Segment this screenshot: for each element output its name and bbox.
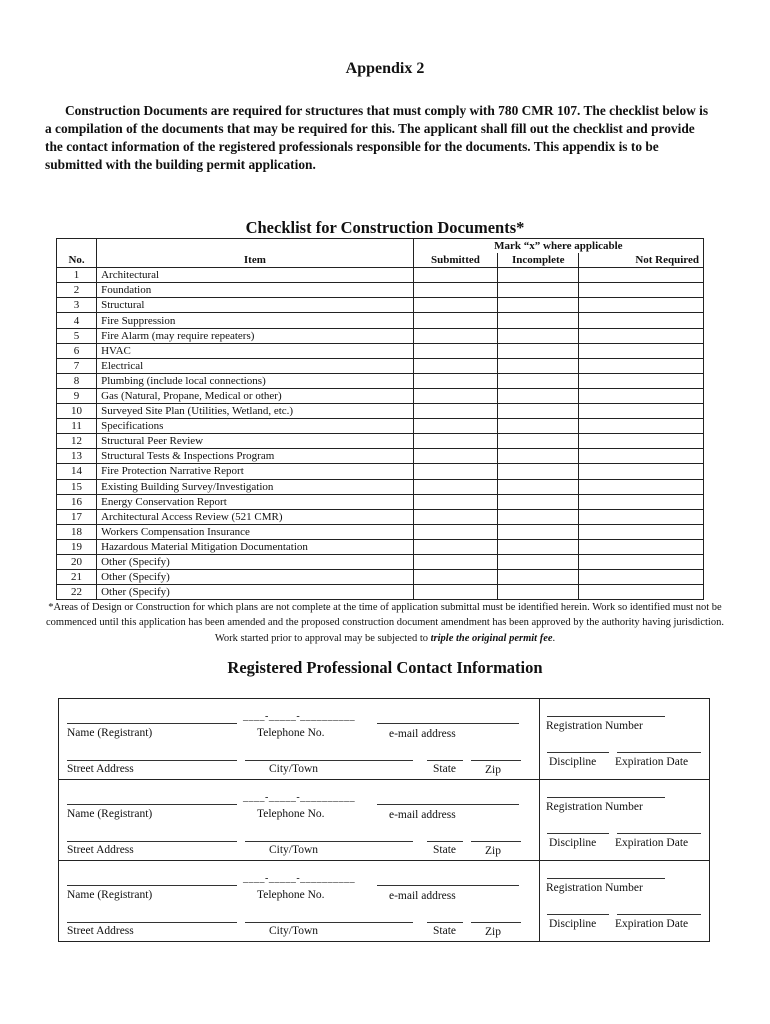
header-blank [97, 239, 414, 254]
row-item: Surveyed Site Plan (Utilities, Wetland, etc.) [97, 404, 414, 419]
not-required-cell[interactable] [579, 524, 704, 539]
row-item: Other (Specify) [97, 570, 414, 585]
checklist-row [57, 388, 704, 403]
state-label: State [433, 763, 456, 775]
state-line[interactable] [427, 760, 463, 761]
incomplete-cell[interactable] [498, 585, 579, 600]
street-label: Street Address [67, 925, 134, 937]
row-item: Other (Specify) [97, 585, 414, 600]
row-number: 12 [57, 434, 97, 449]
state-label: State [433, 844, 456, 856]
not-required-cell[interactable] [579, 343, 704, 358]
street-line[interactable] [67, 760, 237, 761]
registration-line[interactable] [547, 797, 665, 798]
not-required-cell[interactable] [579, 283, 704, 298]
registration-line[interactable] [547, 878, 665, 879]
contact-block [58, 779, 710, 861]
row-item: Structural Peer Review [97, 434, 414, 449]
row-number: 4 [57, 313, 97, 328]
checklist-row [57, 554, 704, 569]
row-number: 20 [57, 554, 97, 569]
expiration-line[interactable] [617, 752, 701, 753]
checklist-row [57, 524, 704, 539]
incomplete-cell[interactable] [498, 494, 579, 509]
row-number: 3 [57, 298, 97, 313]
checklist-row [57, 313, 704, 328]
footnote-text: *Areas of Design or Construction for which plans are not complete at the time of application submittal must be identified herein. Work so identified must not be commenced until this application has been amended and the proposed construction document amendment has been approved by the authority having jurisdiction. Work started prior to approval may be subjected to [46, 602, 724, 644]
checklist-row [57, 283, 704, 298]
city-label: City/Town [269, 925, 319, 937]
telephone-mask[interactable]: ____-_____-__________ [243, 711, 356, 722]
incomplete-cell[interactable] [498, 404, 579, 419]
row-item: Hazardous Material Mitigation Documentation [97, 539, 414, 554]
checklist-row [57, 404, 704, 419]
telephone-label: Telephone No. [257, 889, 325, 901]
email-line[interactable] [377, 804, 519, 805]
registration-label: Registration Number [546, 801, 643, 813]
row-item: Energy Conservation Report [97, 494, 414, 509]
street-label: Street Address [67, 844, 134, 856]
discipline-line[interactable] [547, 833, 609, 834]
discipline-label: Discipline [549, 918, 597, 930]
not-required-cell[interactable] [579, 509, 704, 524]
row-item: Architectural [97, 268, 414, 283]
discipline-line[interactable] [547, 914, 609, 915]
not-required-cell[interactable] [579, 388, 704, 403]
row-number: 15 [57, 479, 97, 494]
submitted-cell[interactable] [413, 449, 497, 464]
contact-block [58, 860, 710, 942]
submitted-cell[interactable] [413, 524, 497, 539]
submitted-cell[interactable] [413, 313, 497, 328]
box-divider [539, 780, 540, 860]
col-no: No. [57, 253, 97, 268]
checklist-row [57, 419, 704, 434]
zip-label: Zip [485, 926, 501, 938]
submitted-cell[interactable] [413, 373, 497, 388]
row-number: 21 [57, 570, 97, 585]
zip-label: Zip [485, 764, 501, 776]
city-label: City/Town [269, 763, 319, 775]
row-item: Electrical [97, 358, 414, 373]
submitted-cell[interactable] [413, 554, 497, 569]
registration-label: Registration Number [546, 720, 643, 732]
checklist-title: Checklist for Construction Documents* [245, 218, 525, 237]
telephone-label: Telephone No. [257, 808, 325, 820]
checklist-row [57, 343, 704, 358]
incomplete-cell[interactable] [498, 343, 579, 358]
discipline-label: Discipline [549, 837, 597, 849]
header-blank [57, 239, 97, 254]
checklist-row [57, 494, 704, 509]
city-line[interactable] [245, 760, 413, 761]
row-number: 16 [57, 494, 97, 509]
checklist-row [57, 358, 704, 373]
row-number: 11 [57, 419, 97, 434]
row-item: Fire Alarm (may require repeaters) [97, 328, 414, 343]
name-label: Name (Registrant) [67, 808, 153, 820]
not-required-cell[interactable] [579, 313, 704, 328]
row-item: Fire Suppression [97, 313, 414, 328]
footnote [45, 600, 725, 646]
row-item: Gas (Natural, Propane, Medical or other) [97, 388, 414, 403]
not-required-cell[interactable] [579, 419, 704, 434]
submitted-cell[interactable] [413, 358, 497, 373]
incomplete-cell[interactable] [498, 479, 579, 494]
row-item: Fire Protection Narrative Report [97, 464, 414, 479]
email-line[interactable] [377, 885, 519, 886]
submitted-cell[interactable] [413, 570, 497, 585]
name-label: Name (Registrant) [67, 727, 153, 739]
incomplete-cell[interactable] [498, 388, 579, 403]
submitted-cell[interactable] [413, 494, 497, 509]
email-label: e-mail address [389, 809, 456, 821]
not-required-cell[interactable] [579, 404, 704, 419]
street-line[interactable] [67, 841, 237, 842]
submitted-cell[interactable] [413, 404, 497, 419]
incomplete-cell[interactable] [498, 419, 579, 434]
incomplete-cell[interactable] [498, 464, 579, 479]
row-item: Workers Compensation Insurance [97, 524, 414, 539]
not-required-cell[interactable] [579, 434, 704, 449]
state-label: State [433, 925, 456, 937]
row-number: 22 [57, 585, 97, 600]
incomplete-cell[interactable] [498, 509, 579, 524]
col-not-required: Not Required [579, 253, 704, 268]
state-line[interactable] [427, 841, 463, 842]
submitted-cell[interactable] [413, 585, 497, 600]
row-number: 17 [57, 509, 97, 524]
row-item: Other (Specify) [97, 554, 414, 569]
row-number: 14 [57, 464, 97, 479]
name-label: Name (Registrant) [67, 889, 153, 901]
row-number: 10 [57, 404, 97, 419]
expiration-label: Expiration Date [615, 918, 689, 930]
name-line[interactable] [67, 804, 237, 805]
checklist-row [57, 464, 704, 479]
city-label: City/Town [269, 844, 319, 856]
street-line[interactable] [67, 922, 237, 923]
incomplete-cell[interactable] [498, 298, 579, 313]
submitted-cell[interactable] [413, 509, 497, 524]
intro-paragraph: Construction Documents are required for structures that must comply with 780 CMR 107. The checklist below is a compilation of the documents that may be required for this. The applicant shall fill out the checklist and provide the contact information of the registered professionals responsible for the documents. This appendix is to be submitted with the building permit application. [45, 103, 709, 172]
submitted-cell[interactable] [413, 268, 497, 283]
zip-line[interactable] [471, 760, 521, 761]
email-line[interactable] [377, 723, 519, 724]
box-divider [539, 699, 540, 779]
incomplete-cell[interactable] [498, 268, 579, 283]
checklist-table [56, 238, 704, 600]
city-line[interactable] [245, 841, 413, 842]
checklist-row [57, 479, 704, 494]
submitted-cell[interactable] [413, 419, 497, 434]
registration-line[interactable] [547, 716, 665, 717]
expiration-label: Expiration Date [615, 837, 689, 849]
row-item: Foundation [97, 283, 414, 298]
row-number: 5 [57, 328, 97, 343]
incomplete-cell[interactable] [498, 313, 579, 328]
checklist-row [57, 434, 704, 449]
checklist-row [57, 509, 704, 524]
mark-header: Mark “x” where applicable [413, 239, 703, 254]
checklist-row [57, 570, 704, 585]
state-line[interactable] [427, 922, 463, 923]
row-number: 18 [57, 524, 97, 539]
incomplete-cell[interactable] [498, 570, 579, 585]
submitted-cell[interactable] [413, 464, 497, 479]
zip-label: Zip [485, 845, 501, 857]
incomplete-cell[interactable] [498, 358, 579, 373]
incomplete-cell[interactable] [498, 524, 579, 539]
col-incomplete: Incomplete [498, 253, 579, 268]
checklist-row [57, 298, 704, 313]
incomplete-cell[interactable] [498, 328, 579, 343]
incomplete-cell[interactable] [498, 283, 579, 298]
row-number: 9 [57, 388, 97, 403]
incomplete-cell[interactable] [498, 539, 579, 554]
checklist-row [57, 328, 704, 343]
checklist-row [57, 585, 704, 600]
not-required-cell[interactable] [579, 554, 704, 569]
not-required-cell[interactable] [579, 298, 704, 313]
city-line[interactable] [245, 922, 413, 923]
checklist-row [57, 449, 704, 464]
expiration-line[interactable] [617, 833, 701, 834]
row-number: 6 [57, 343, 97, 358]
incomplete-cell[interactable] [498, 373, 579, 388]
not-required-cell[interactable] [579, 479, 704, 494]
col-submitted: Submitted [413, 253, 497, 268]
telephone-mask[interactable]: ____-_____-__________ [243, 792, 356, 803]
row-number: 19 [57, 539, 97, 554]
street-label: Street Address [67, 763, 134, 775]
not-required-cell[interactable] [579, 539, 704, 554]
row-item: Plumbing (include local connections) [97, 373, 414, 388]
row-number: 2 [57, 283, 97, 298]
row-number: 8 [57, 373, 97, 388]
incomplete-cell[interactable] [498, 449, 579, 464]
submitted-cell[interactable] [413, 298, 497, 313]
checklist-row [57, 539, 704, 554]
expiration-line[interactable] [617, 914, 701, 915]
row-item: Existing Building Survey/Investigation [97, 479, 414, 494]
zip-line[interactable] [471, 841, 521, 842]
discipline-label: Discipline [549, 756, 597, 768]
box-divider [539, 861, 540, 941]
not-required-cell[interactable] [579, 464, 704, 479]
submitted-cell[interactable] [413, 343, 497, 358]
expiration-label: Expiration Date [615, 756, 689, 768]
not-required-cell[interactable] [579, 449, 704, 464]
not-required-cell[interactable] [579, 494, 704, 509]
checklist-row [57, 373, 704, 388]
submitted-cell[interactable] [413, 388, 497, 403]
discipline-line[interactable] [547, 752, 609, 753]
row-item: Architectural Access Review (521 CMR) [97, 509, 414, 524]
footnote-emphasis: triple the original permit fee [430, 632, 553, 644]
row-number: 1 [57, 268, 97, 283]
row-item: Specifications [97, 419, 414, 434]
submitted-cell[interactable] [413, 434, 497, 449]
name-line[interactable] [67, 723, 237, 724]
not-required-cell[interactable] [579, 585, 704, 600]
email-label: e-mail address [389, 890, 456, 902]
page-title: Appendix 2 [345, 60, 425, 77]
not-required-cell[interactable] [579, 373, 704, 388]
not-required-cell[interactable] [579, 268, 704, 283]
row-item: HVAC [97, 343, 414, 358]
not-required-cell[interactable] [579, 328, 704, 343]
contact-block [58, 698, 710, 780]
not-required-cell[interactable] [579, 358, 704, 373]
submitted-cell[interactable] [413, 479, 497, 494]
col-item: Item [97, 253, 414, 268]
incomplete-cell[interactable] [498, 554, 579, 569]
submitted-cell[interactable] [413, 328, 497, 343]
row-number: 13 [57, 449, 97, 464]
checklist-row [57, 268, 704, 283]
submitted-cell[interactable] [413, 283, 497, 298]
not-required-cell[interactable] [579, 570, 704, 585]
incomplete-cell[interactable] [498, 434, 579, 449]
row-item: Structural [97, 298, 414, 313]
registration-label: Registration Number [546, 882, 643, 894]
row-item: Structural Tests & Inspections Program [97, 449, 414, 464]
telephone-mask[interactable]: ____-_____-__________ [243, 873, 356, 884]
contact-title: Registered Professional Contact Information [227, 658, 543, 677]
submitted-cell[interactable] [413, 539, 497, 554]
telephone-label: Telephone No. [257, 727, 325, 739]
zip-line[interactable] [471, 922, 521, 923]
name-line[interactable] [67, 885, 237, 886]
email-label: e-mail address [389, 728, 456, 740]
footnote-end: . [552, 632, 556, 644]
row-number: 7 [57, 358, 97, 373]
